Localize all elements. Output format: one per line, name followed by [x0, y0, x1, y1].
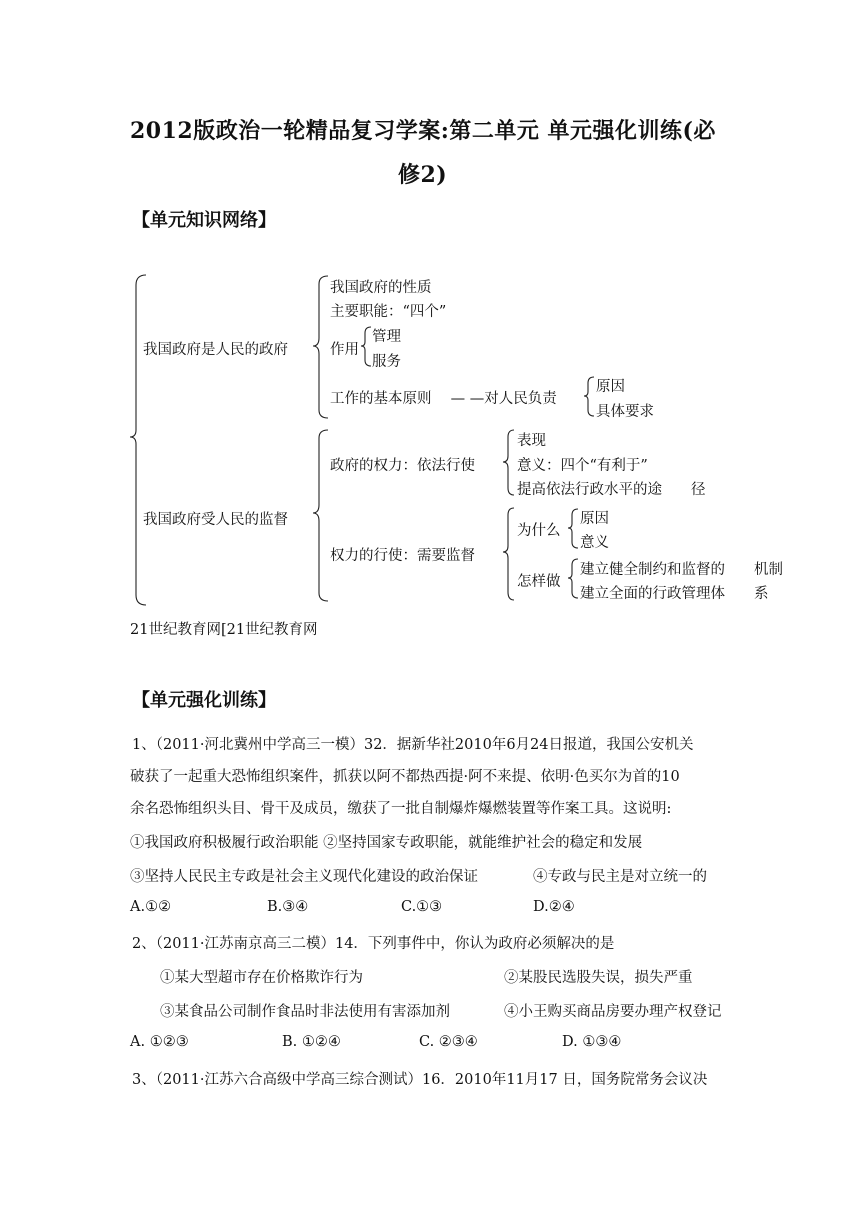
- brace-why: [568, 509, 578, 548]
- section-heading-network: 【单元知识网络】: [132, 210, 276, 231]
- q2-statement-4: ④小王购买商品房要办理产权登记: [504, 1004, 722, 1020]
- branch2-why-meaning: 意义: [580, 535, 609, 551]
- brace-power: [503, 430, 514, 495]
- q1-line5b: ④专政与民主是对立统一的: [533, 869, 707, 885]
- q2-option-c: C. ②③④: [419, 1034, 478, 1050]
- q2-option-b: B. ①②④: [282, 1034, 341, 1050]
- branch1-role-service: 服务: [372, 354, 401, 370]
- q1-line4: ①我国政府积极履行政治职能 ②坚持国家专政职能，就能维护社会的稳定和发展: [130, 835, 643, 851]
- branch1-nature: 我国政府的性质: [330, 280, 432, 296]
- branch2-power-improve: 提高依法行政水平的途 径: [517, 482, 706, 498]
- watermark-text: 21世纪教育网[21世纪教育网: [130, 622, 318, 638]
- branch2-why-reason: 原因: [580, 511, 609, 527]
- brace-outer: [130, 275, 146, 605]
- brace-role: [361, 327, 371, 366]
- branch2-power-meaning: 意义：四个“有利于”: [517, 458, 648, 474]
- brace-how: [568, 559, 578, 598]
- branch1-functions: 主要职能：“四个”: [330, 304, 447, 320]
- branch1-role: 作用: [330, 342, 359, 358]
- q3-line1: 3、（2011·江苏六合高级中学高三综合测试）16．2010年11月17 日，国务院常务会议决: [132, 1072, 708, 1088]
- q1-line3: 余名恐怖组织头目、骨干及成员，缴获了一批自制爆炸爆燃装置等作案工具。这说明:: [130, 801, 672, 817]
- branch2-exercise-how: 怎样做: [517, 574, 561, 590]
- document-title-line2: 修2): [398, 162, 448, 188]
- q2-statement-3: ③某食品公司制作食品时非法使用有害添加剂: [160, 1004, 450, 1020]
- q1-line2: 破获了一起重大恐怖组织案件，抓获以阿不都热西提·阿不来提、依明·色买尔为首的10: [130, 769, 680, 785]
- branch1-principle-requirement: 具体要求: [596, 404, 654, 420]
- document-title-line1: 2012版政治一轮精品复习学案:第二单元 单元强化训练(必: [130, 118, 716, 144]
- q1-option-c: C.①③: [401, 899, 443, 915]
- branch1-principle-reason: 原因: [596, 379, 625, 395]
- brace-branch2: [313, 430, 328, 601]
- q1-option-b: B.③④: [267, 899, 309, 915]
- q1-option-a: A.①②: [130, 899, 172, 915]
- q2-statement-1: ①某大型超市存在价格欺诈行为: [160, 970, 363, 986]
- branch2-power-show: 表现: [517, 433, 546, 449]
- branch2-exercise: 权力的行使：需要监督: [330, 548, 475, 564]
- branch2-label: 我国政府受人民的监督: [143, 512, 288, 528]
- q2-option-a: A. ①②③: [130, 1034, 189, 1050]
- branch2-power: 政府的权力：依法行使: [330, 458, 475, 474]
- q2-option-d: D. ①③④: [562, 1034, 622, 1050]
- q2-line1: 2、（2011·江苏南京高三二模）14．下列事件中，你认为政府必须解决的是: [132, 936, 615, 952]
- section-heading-training: 【单元强化训练】: [132, 690, 276, 711]
- q1-line5a: ③坚持人民民主专政是社会主义现代化建设的政治保证: [130, 869, 478, 885]
- brace-principle: [584, 377, 594, 416]
- branch1-role-manage: 管理: [372, 329, 401, 345]
- branch2-how-mechanism: 建立健全制约和监督的 机制: [580, 562, 783, 578]
- q2-statement-2: ②某股民选股失误，损失严重: [504, 970, 693, 986]
- q1-option-d: D.②④: [533, 899, 575, 915]
- brace-exercise: [503, 508, 514, 600]
- branch1-label: 我国政府是人民的政府: [143, 342, 288, 358]
- brace-branch1: [313, 276, 328, 418]
- branch1-principle: 工作的基本原则 — —对人民负责: [330, 391, 557, 407]
- branch2-how-system: 建立全面的行政管理体 系: [580, 586, 769, 602]
- q1-line1: 1、（2011·河北冀州中学高三一模）32．据新华社2010年6月24日报道，我国公安机关: [132, 737, 694, 753]
- branch2-exercise-why: 为什么: [517, 523, 561, 539]
